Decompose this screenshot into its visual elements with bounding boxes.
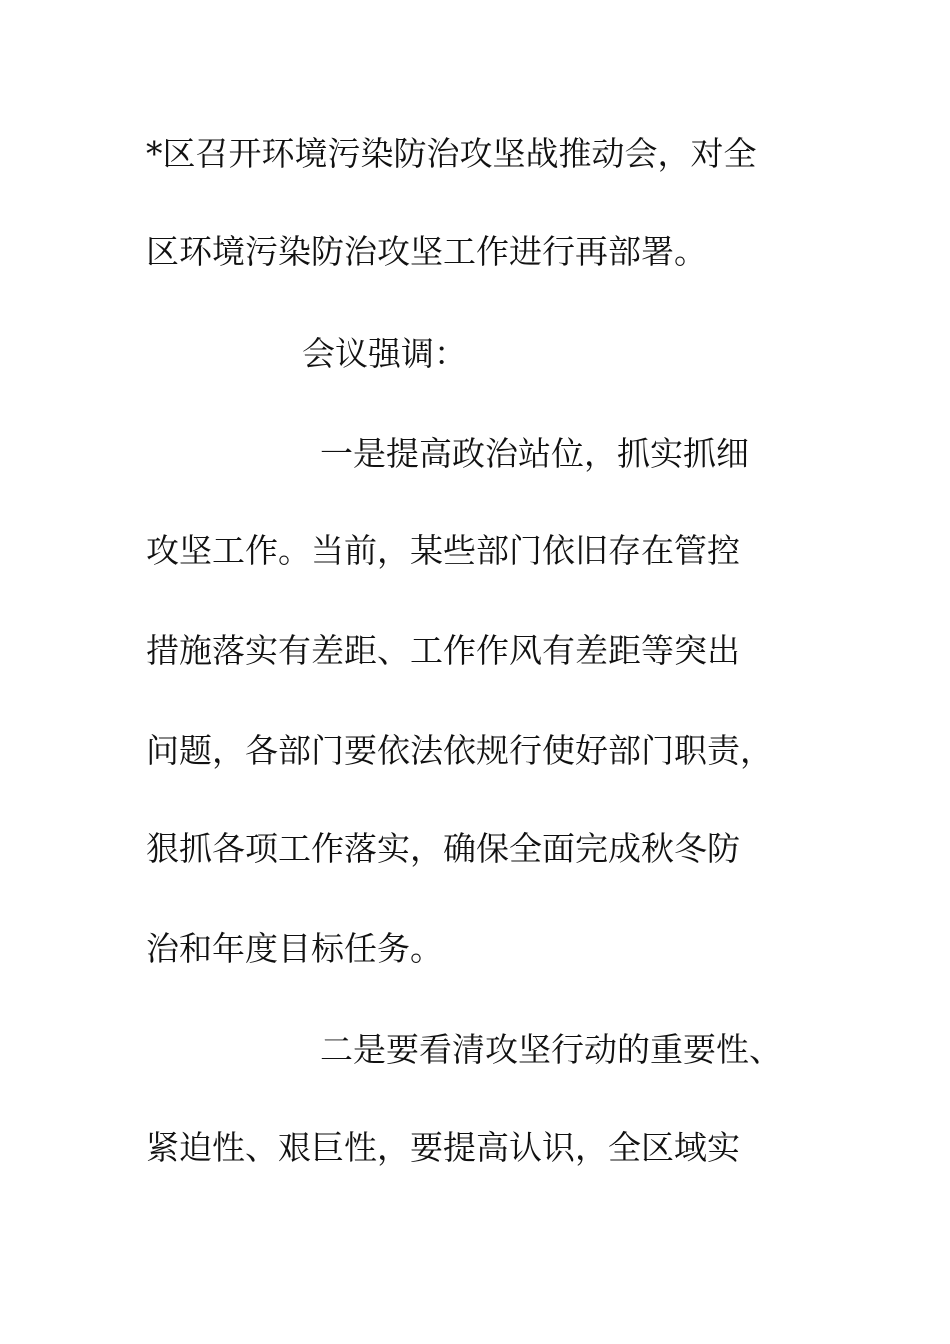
text-line-point-two: 二是要看清攻坚行动的重要性、 [320, 1030, 782, 1069]
text-line-8: 狠抓各项工作落实，确保全面完成秋冬防 [146, 829, 740, 868]
text-line-2: 区环境污染防治攻坚工作进行再部署。 [146, 232, 707, 271]
text-line-1: *区召开环境污染防治攻坚战推动会，对全 [146, 134, 757, 173]
text-line-6: 措施落实有差距、工作作风有差距等突出 [146, 631, 740, 670]
text-line-7: 问题，各部门要依法依规行使好部门职责， [146, 731, 773, 770]
text-line-5: 攻坚工作。当前，某些部门依旧存在管控 [146, 531, 740, 570]
text-line-point-one: 一是提高政治站位，抓实抓细 [320, 434, 749, 473]
text-line-11: 紧迫性、艰巨性，要提高认识，全区域实 [146, 1128, 740, 1167]
text-line-9: 治和年度目标任务。 [146, 929, 443, 968]
meeting-emphasis-heading: 会议强调： [302, 334, 467, 373]
